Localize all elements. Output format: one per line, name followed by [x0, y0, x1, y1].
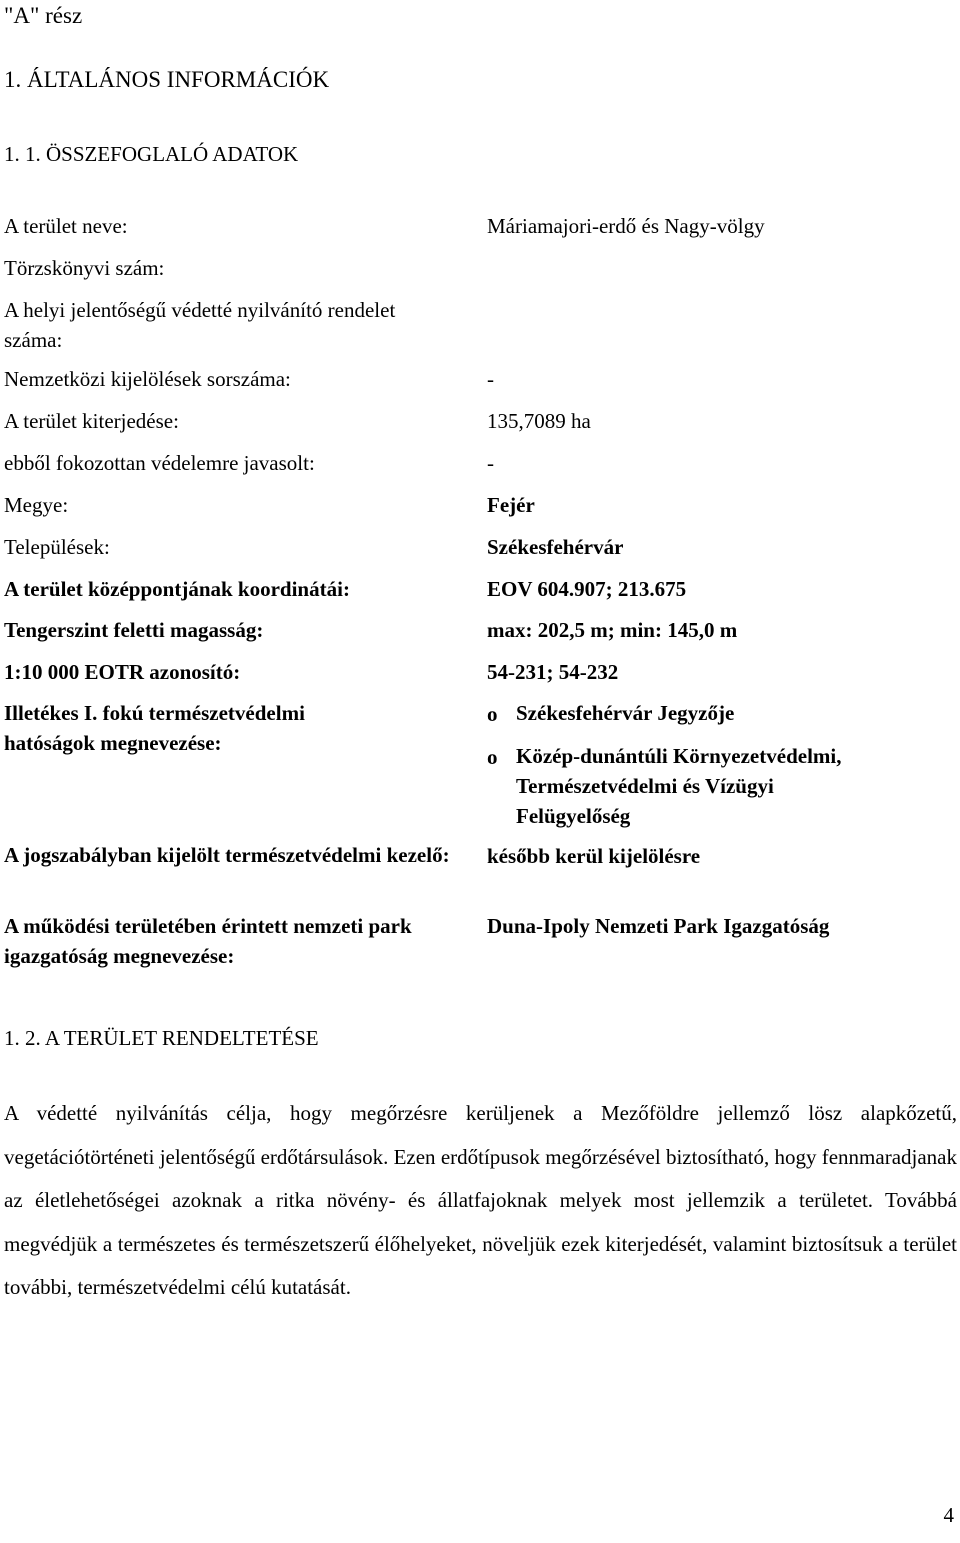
heading-osszefoglalo-adatok: 1. 1. ÖSSZEFOGLALÓ ADATOK: [4, 142, 299, 166]
value-tengerszint-magassag: max: 202,5 m; min: 145,0 m: [487, 618, 738, 642]
label-terulet-kiterjedese: A terület kiterjedése:: [4, 409, 179, 433]
list-bullet: o: [487, 702, 498, 726]
value-kozeppont-koordinatak: EOV 604.907; 213.675: [487, 577, 687, 601]
label-megye: Megye:: [4, 493, 69, 517]
label-kozeppont-koordinatak: A terület középpontjának koordinátái:: [4, 577, 350, 601]
value-eotr-azonosito: 54-231; 54-232: [487, 660, 619, 684]
list-item: Székesfehérvár Jegyzője: [516, 701, 735, 725]
value-terulet-kiterjedese: 135,7089 ha: [487, 409, 591, 433]
page-number: 4: [943, 1503, 954, 1527]
value-fokozottan-vedett: -: [487, 451, 494, 475]
value-megye: Fejér: [487, 493, 535, 517]
value-nemzeti-park-igazgatosag: Duna-Ipoly Nemzeti Park Igazgatóság: [487, 914, 830, 938]
label-nemzetkozi-kijelolesek: Nemzetközi kijelölések sorszáma:: [4, 367, 291, 391]
value-terulet-neve: Máriamajori-erdő és Nagy-völgy: [487, 214, 765, 238]
value-telepulesek: Székesfehérvár: [487, 535, 624, 559]
label-terulet-neve: A terület neve:: [4, 214, 128, 238]
label-tengerszint-magassag: Tengerszint feletti magasság:: [4, 618, 264, 642]
list-bullet: o: [487, 745, 498, 769]
label-termeszetvedelmi-kezelo: A jogszabályban kijelölt természetvédelmi kezelő:: [4, 843, 450, 867]
label-nemzeti-park-igazgatosag: A működési területében érintett nemzeti park igazgatóság megnevezése:: [4, 914, 412, 968]
label-eotr-azonosito: 1:10 000 EOTR azonosító:: [4, 660, 241, 684]
value-termeszetvedelmi-kezelo: később kerül kijelölésre: [487, 844, 701, 868]
list-item: Közép-dunántúli Környezetvédelmi, Természetvédelmi és Vízügyi Felügyelőség: [516, 744, 842, 828]
label-telepulesek: Települések:: [4, 535, 110, 559]
label-illetekes-hatosagok: Illetékes I. fokú természetvédelmi hatóságok megnevezése:: [4, 701, 305, 755]
section-label: "A" rész: [4, 3, 83, 28]
label-fokozottan-vedett: ebből fokozottan védelemre javasolt:: [4, 451, 315, 475]
heading-terulet-rendeltetese: 1. 2. A TERÜLET RENDELTETÉSE: [4, 1026, 319, 1050]
label-torzskonyvi-szam: Törzskönyvi szám:: [4, 256, 165, 280]
value-nemzetkozi-kijelolesek: -: [487, 367, 494, 391]
body-paragraph: A védetté nyilvánítás célja, hogy megőrzésre kerüljenek a Mezőföldre jellemző lösz alapkőzetű, vegetációtörténeti jelentőségű erdőtársulások. Ezen erdőtípusok megőrzésével biztosítható, hogy fennmaradjanak az életlehetőségei azoknak a ritka növény- és állatfajoknak melyek most jellemzik a területet. Továbbá megvédjük a természetes és természetszerű élőhelyeket, növeljük ezek kiterjedését, valamint biztosítsuk a terület további, természetvédelmi célú kutatását.: [4, 1101, 957, 1300]
label-rendelet-szama: A helyi jelentőségű védetté nyilvánító rendelet száma:: [4, 298, 396, 352]
heading-altalanos-informaciok: 1. ÁLTALÁNOS INFORMÁCIÓK: [4, 67, 330, 92]
